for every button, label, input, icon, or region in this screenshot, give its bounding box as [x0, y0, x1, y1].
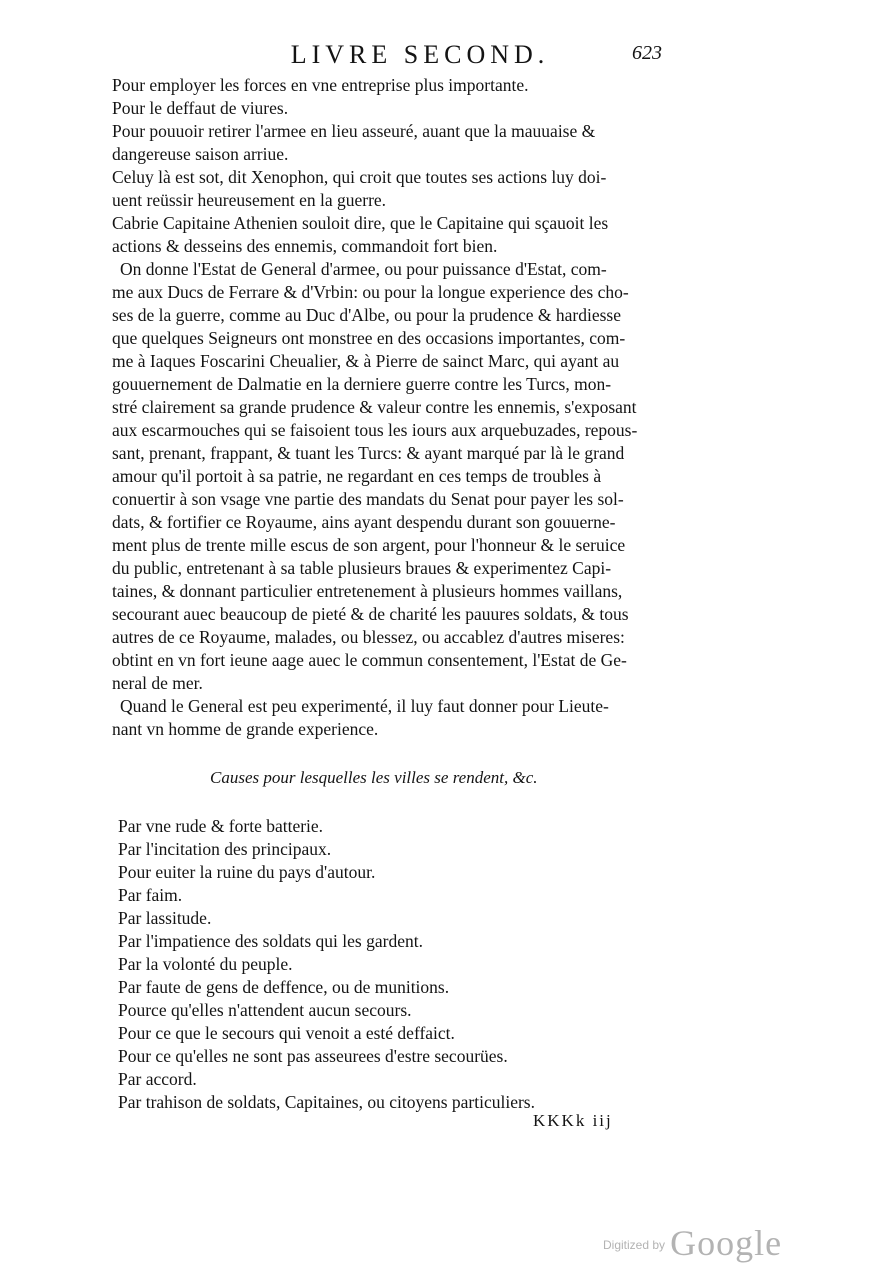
- text-line: nant vn homme de grande experience.: [112, 719, 379, 739]
- section-title: Causes pour lesquelles les villes se rendent, &c.: [210, 768, 538, 787]
- text-line: gouuernement de Dalmatie en la derniere guerre contre les Turcs, mon-: [112, 374, 612, 394]
- text-line: conuertir à son vsage vne partie des mandats du Senat pour payer les sol-: [112, 489, 624, 509]
- text-line: neral de mer.: [112, 673, 203, 693]
- text-line: amour qu'il portoit à sa patrie, ne regardant en ces temps de troubles à: [112, 466, 602, 486]
- cause-item: Par accord.: [118, 1069, 197, 1089]
- cause-item: Par faute de gens de deffence, ou de munitions.: [118, 977, 450, 997]
- text-line: actions & desseins des ennemis, commandoit fort bien.: [112, 236, 498, 256]
- text-line: me à Iaques Foscarini Cheualier, & à Pierre de sainct Marc, qui ayant au: [112, 351, 620, 371]
- text-line: Pour le deffaut de viures.: [112, 98, 289, 118]
- text-line: uent reüssir heureusement en la guerre.: [112, 190, 387, 210]
- text-line: que quelques Seigneurs ont monstree en des occasions importantes, com-: [112, 328, 626, 348]
- cause-item: Par trahison de soldats, Capitaines, ou citoyens particuliers.: [118, 1092, 535, 1112]
- signature-mark: KKKk iij: [533, 1111, 613, 1130]
- cause-item: Par la volonté du peuple.: [118, 954, 293, 974]
- cause-item: Pource qu'elles n'attendent aucun secours.: [118, 1000, 412, 1020]
- body-text: [112, 74, 648, 741]
- text-line: stré clairement sa grande prudence & valeur contre les ennemis, s'exposant: [112, 397, 637, 417]
- text-line: dats, & fortifier ce Royaume, ains ayant despendu durant son gouuerne-: [112, 512, 616, 532]
- watermark-prefix: Digitized by: [603, 1238, 666, 1252]
- text-line: Quand le General est peu experimenté, il luy faut donner pour Lieute-: [120, 696, 609, 716]
- text-line: sant, prenant, frappant, & tuant les Turcs: & ayant marqué par là le grand: [112, 443, 625, 463]
- text-line: aux escarmouches qui se faisoient tous les iours aux arquebuzades, repous-: [112, 420, 638, 440]
- cause-item: Par vne rude & forte batterie.: [118, 816, 324, 836]
- text-line: taines, & donnant particulier entretenement à plusieurs hommes vaillans,: [112, 581, 623, 601]
- text-line: ses de la guerre, comme au Duc d'Albe, ou pour la prudence & hardiesse: [112, 305, 622, 325]
- text-line: Pour employer les forces en vne entreprise plus importante.: [112, 75, 529, 95]
- text-line: ment plus de trente mille escus de son argent, pour l'honneur & le seruice: [112, 535, 626, 555]
- google-logo: Google: [670, 1223, 783, 1263]
- cause-item: Pour ce que le secours qui venoit a esté deffaict.: [118, 1023, 455, 1043]
- causes-list: [118, 815, 638, 1114]
- text-line: autres de ce Royaume, malades, ou blessez, ou accablez d'autres miseres:: [112, 627, 625, 647]
- text-line: Pour pouuoir retirer l'armee en lieu asseuré, auant que la mauuaise &: [112, 121, 596, 141]
- page-number: 623: [632, 42, 662, 64]
- text-line: du public, entretenant à sa table plusieurs braues & experimentez Capi-: [112, 558, 612, 578]
- text-line: Celuy là est sot, dit Xenophon, qui croit que toutes ses actions luy doi-: [112, 167, 607, 187]
- text-line: secourant auec beaucoup de pieté & de charité les pauures soldats, & tous: [112, 604, 629, 624]
- text-line: me aux Ducs de Ferrare & d'Vrbin: ou pour la longue experience des cho-: [112, 282, 629, 302]
- digitized-watermark: [603, 1222, 782, 1264]
- text-line: On donne l'Estat de General d'armee, ou pour puissance d'Estat, com-: [120, 259, 607, 279]
- cause-item: Par l'impatience des soldats qui les gardent.: [118, 931, 423, 951]
- cause-item: Par l'incitation des principaux.: [118, 839, 332, 859]
- cause-item: Par lassitude.: [118, 908, 212, 928]
- cause-item: Par faim.: [118, 885, 183, 905]
- text-line: obtint en vn fort ieune aage auec le commun consentement, l'Estat de Ge-: [112, 650, 627, 670]
- running-title: LIVRE SECOND.: [290, 40, 550, 69]
- cause-item: Pour euiter la ruine du pays d'autour.: [118, 862, 376, 882]
- cause-item: Pour ce qu'elles ne sont pas asseurees d'estre secourües.: [118, 1046, 508, 1066]
- text-line: Cabrie Capitaine Athenien souloit dire, que le Capitaine qui sçauoit les: [112, 213, 609, 233]
- text-line: dangereuse saison arriue.: [112, 144, 289, 164]
